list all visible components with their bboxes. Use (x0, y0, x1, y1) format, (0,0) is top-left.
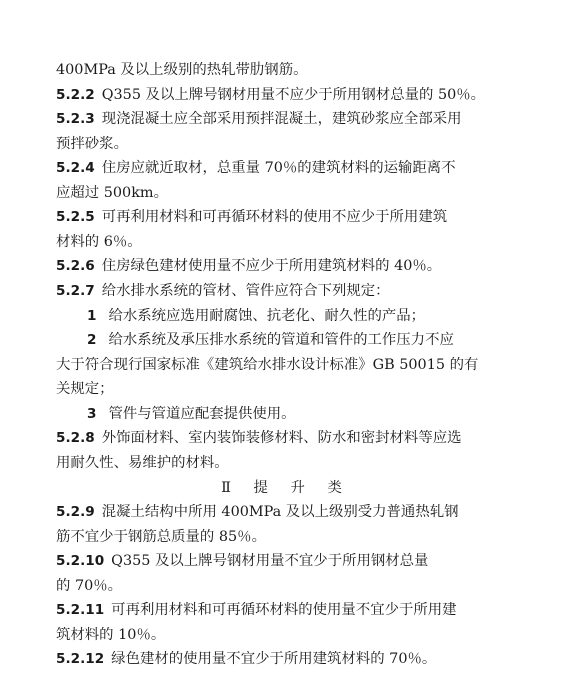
clause-5-2-3-cont: 预拌砂浆。 (56, 135, 128, 152)
clause-5-2-10-cont: 的 70％。 (56, 577, 123, 594)
text-line-1: 400MPa 及以上级别的热轧带肋钢筋。 (56, 62, 308, 78)
clause-5-2-9: 5.2.9 混凝土结构中所用 400MPa 及以上级别受力普通热轧钢 (56, 504, 459, 521)
clause-5-2-5-cont: 材料的 6％。 (56, 233, 142, 250)
clause-5-2-8: 5.2.8 外饰面材料、室内装饰装修材料、防水和密封材料等应选 (56, 430, 462, 447)
clause-5-2-4: 5.2.4 住房应就近取材，总重量 70％的建筑材料的运输距离不 (56, 160, 456, 177)
clause-5-2-7: 5.2.7 给水排水系统的管材、管件应符合下列规定： (56, 283, 390, 300)
section-heading: Ⅱ 提 升 类 (221, 479, 351, 496)
clause-5-2-9-cont: 筋不宜少于钢筋总质量的 85％。 (56, 528, 266, 545)
clause-5-2-12: 5.2.12 绿色建材的使用量不宜少于所用建筑材料的 70％。 (56, 651, 437, 668)
clause-5-2-3: 5.2.3 现浇混凝土应全部采用预拌混凝土，建筑砂浆应全部采用 (56, 111, 462, 128)
sub-item-2: 2 给水系统及承压排水系统的管道和管件的工作压力不应 (87, 332, 454, 349)
clause-5-2-4-cont: 应超过 500km。 (56, 184, 168, 201)
clause-5-2-2: 5.2.2 Q355 及以上牌号钢材用量不应少于所用钢材总量的 50％。 (56, 86, 486, 103)
clause-5-2-11: 5.2.11 可再利用材料和可再循环材料的使用量不宜少于所用建 (56, 602, 457, 619)
sub-item-2-cont: 大于符合现行国家标准《建筑给水排水设计标准》GB 50015 的有 (56, 356, 479, 373)
clause-5-2-10: 5.2.10 Q355 及以上牌号钢材用量不宜少于所用钢材总量 (56, 553, 429, 570)
clause-5-2-8-cont: 用耐久性、易维护的材料。 (56, 454, 229, 471)
sub-item-2-cont-2: 关规定； (56, 381, 114, 398)
clause-5-2-5: 5.2.5 可再利用材料和可再循环材料的使用不应少于所用建筑 (56, 209, 448, 226)
sub-item-3: 3 管件与管道应配套提供使用。 (87, 405, 296, 422)
clause-5-2-11-cont: 筑材料的 10％。 (56, 626, 166, 643)
clause-5-2-6: 5.2.6 住房绿色建材使用量不应少于所用建筑材料的 40％。 (56, 258, 442, 275)
sub-item-1: 1 给水系统应选用耐腐蚀、抗老化、耐久性的产品； (87, 307, 426, 324)
